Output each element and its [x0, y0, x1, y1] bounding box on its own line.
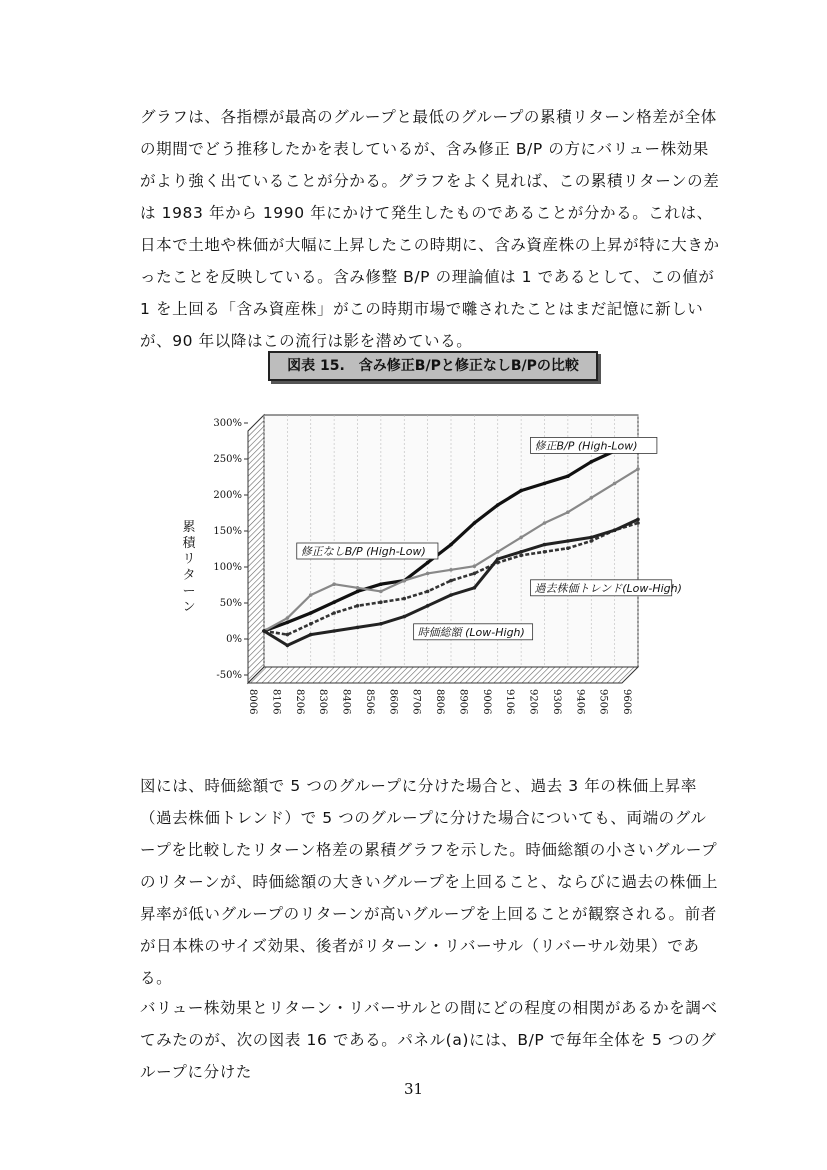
data-point: [286, 633, 290, 637]
data-point: [473, 586, 477, 590]
x-tick-label: 8306: [317, 689, 329, 715]
y-tick-label: 0%: [226, 634, 242, 645]
data-point: [543, 521, 547, 525]
data-point: [496, 550, 500, 554]
figure-title: 図表 15. 含み修正B/Pと修正なしB/Pの比較: [268, 351, 598, 381]
x-tick-label: 8206: [293, 689, 305, 715]
data-point: [473, 564, 477, 568]
y-tick-label: 50%: [219, 598, 242, 609]
x-tick-label: 8806: [434, 689, 445, 715]
data-point: [426, 604, 430, 608]
data-point: [262, 629, 266, 633]
data-point: [309, 622, 313, 626]
data-point: [473, 572, 477, 576]
data-point: [636, 467, 640, 471]
data-point: [449, 543, 453, 547]
data-point: [449, 568, 453, 572]
data-point: [589, 460, 593, 464]
x-tick-label: 8506: [363, 689, 375, 715]
y-tick-label: 150%: [213, 526, 242, 537]
data-point: [379, 622, 383, 626]
x-tick-label: 9306: [550, 689, 562, 715]
data-point: [286, 616, 290, 620]
x-tick-label: 9606: [621, 689, 632, 715]
cumulative-return-chart: [176, 395, 682, 725]
data-point: [473, 521, 477, 525]
data-point: [332, 600, 336, 604]
data-point: [286, 621, 290, 625]
paragraph-correlation: バリュー株効果とリターン・リバーサルとの間にどの程度の相関があるかを調べてみたのが、次の図表 16 である。パネル(a)には、B/P で毎年全体を 5 つのグループに分けた: [140, 999, 718, 1081]
x-tick-label: 8006: [247, 689, 258, 715]
data-point: [566, 539, 570, 543]
data-point: [356, 604, 360, 608]
data-point: [589, 496, 593, 500]
data-point: [379, 590, 383, 594]
data-point: [332, 582, 336, 586]
data-point: [613, 482, 617, 486]
side-wall: [248, 415, 264, 683]
paragraph-size-reversal: 図には、時価総額で 5 つのグループに分けた場合と、過去 3 年の株価上昇率（過去株価トレンド）で 5 つのグループに分けた場合についても、両端のグループを比較したリターン格差の累積グラフを示した。時価総額の小さいグループのリターンが、時価総額の大きいグループを上回ること、ならびに過去の株価上昇率が低いグループのリターンが高いグループを上回ることが観察される。前者が日本株のサイズ効果、後者がリターン・リバーサル（リバーサル効果）である。: [140, 777, 719, 987]
data-point: [402, 597, 406, 601]
data-point: [589, 539, 593, 543]
data-point: [566, 546, 570, 550]
y-tick-label: 100%: [213, 562, 242, 573]
data-point: [519, 550, 523, 554]
data-point: [309, 593, 313, 597]
data-point: [332, 611, 336, 615]
x-tick-label: 8906: [457, 689, 469, 715]
data-point: [566, 510, 570, 514]
y-tick-label: -50%: [216, 670, 242, 681]
x-tick-label: 8106: [270, 689, 282, 715]
data-point: [402, 579, 406, 583]
x-tick-label: 8706: [410, 689, 422, 715]
series-label: 時価総額 (Low-High): [417, 625, 525, 639]
data-point: [519, 536, 523, 540]
data-point: [543, 550, 547, 554]
data-point: [332, 629, 336, 633]
data-point: [543, 482, 547, 486]
data-point: [379, 582, 383, 586]
x-tick-label: 9406: [574, 689, 586, 715]
data-point: [589, 536, 593, 540]
data-point: [356, 626, 360, 630]
y-tick-label: 200%: [213, 490, 242, 501]
y-tick-label: 250%: [213, 454, 242, 465]
series-label: 過去株価トレンド(Low-High): [534, 581, 682, 595]
data-point: [613, 528, 617, 532]
data-point: [379, 600, 383, 604]
data-point: [426, 561, 430, 565]
x-tick-label: 9106: [504, 689, 516, 715]
data-point: [543, 543, 547, 547]
page-number: 31: [403, 1080, 424, 1098]
data-point: [402, 615, 406, 619]
data-point: [519, 489, 523, 493]
data-point: [426, 590, 430, 594]
y-tick-label: 300%: [213, 418, 242, 429]
data-point: [636, 518, 640, 522]
data-point: [426, 572, 430, 576]
data-point: [566, 474, 570, 478]
data-point: [636, 521, 640, 525]
floor: [248, 667, 638, 683]
paragraph-intro: グラフは、各指標が最高のグループと最低のグループの累積リターン格差が全体の期間でどう推移したかを表しているが、含み修正 B/P の方にバリュー株効果がより強く出ていることが分かる。グラフをよく見れば、この累積リターンの差は 1983 年から 1990 年にかけて発生したものであることが分かる。これは、日本で土地や株価が大幅に上昇したこの時期に、含み資産株の上昇が特に大きかったことを反映している。含み修整 B/P の理論値は 1 であるとして、この値が 1 を上回る「含み資産株」がこの時期市場で囃されたことはまだ記憶に新しいが、90 年以降はこの流行は影を潜めている。: [140, 108, 720, 350]
x-tick-label: 9206: [527, 689, 539, 715]
x-tick-label: 9006: [480, 689, 492, 715]
x-tick-label: 8606: [387, 689, 399, 715]
x-tick-label: 9506: [597, 689, 609, 715]
data-point: [286, 644, 290, 648]
data-point: [496, 557, 500, 561]
data-point: [519, 554, 523, 558]
x-tick-label: 8406: [340, 689, 352, 715]
data-point: [356, 590, 360, 594]
data-point: [356, 586, 360, 590]
series-label: 修正B/P (High-Low): [534, 439, 638, 453]
data-point: [449, 593, 453, 597]
data-point: [309, 633, 313, 637]
data-point: [449, 579, 453, 583]
data-point: [496, 503, 500, 507]
data-point: [309, 611, 313, 615]
series-label: 修正なしB/P (High-Low): [300, 545, 426, 558]
y-axis-label: 累積リターン: [182, 520, 196, 615]
